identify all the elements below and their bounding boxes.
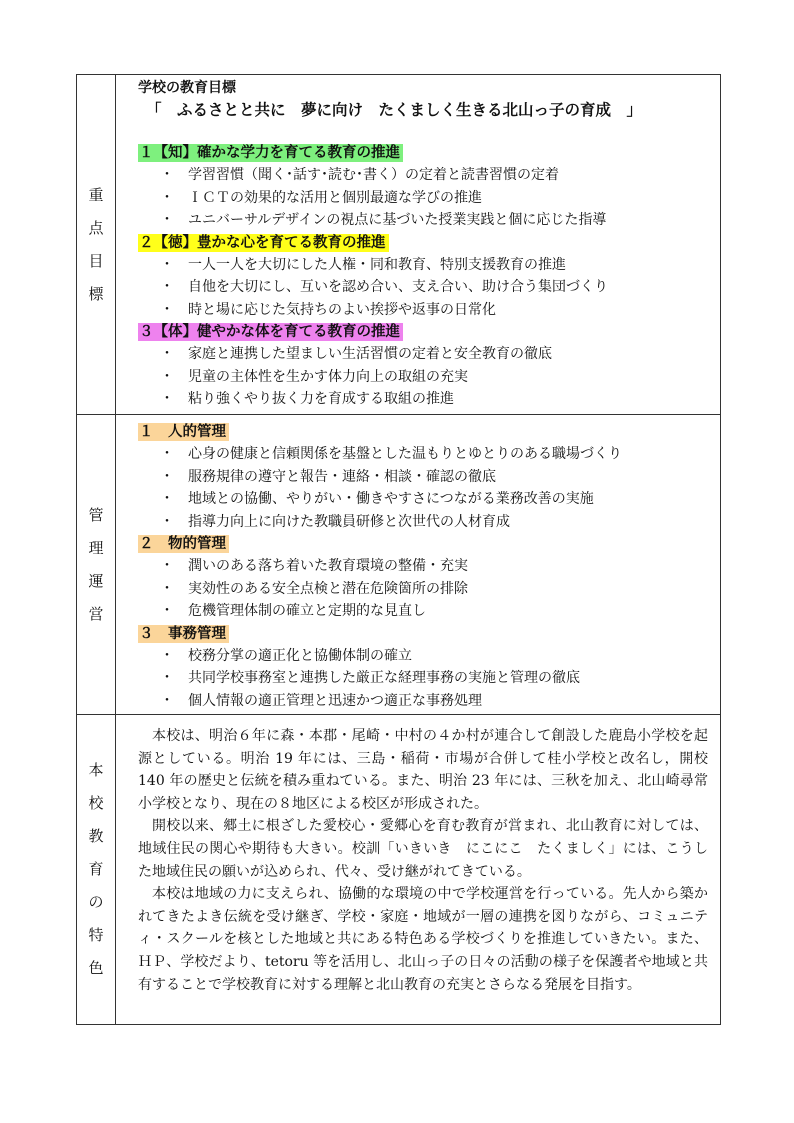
bullet-mark: ・ (160, 368, 174, 385)
bullet-mark: ・ (160, 468, 174, 485)
features-paragraphs (116, 715, 720, 1004)
management-section-heading (138, 533, 720, 555)
section-title: １【知】確かな学力を育てる教育の推進 (138, 144, 403, 162)
list-item (116, 690, 720, 713)
list-item-text: 家庭と連携した望ましい生活習慣の定着と安全教育の徹底 (188, 346, 552, 362)
features-label-char: 色 (88, 959, 104, 977)
goals-section-heading (138, 321, 720, 343)
management-label-char: 運 (88, 571, 104, 590)
list-item-text: 粘り強くやり抜く力を育成する取組の推進 (188, 391, 454, 407)
list-item-text: 自他を大切にし、互いを認め合い、支え合い、助け合う集団づくり (188, 279, 608, 295)
list-item-text: ＩＣＴの効果的な活用と個別最適な学びの推進 (188, 189, 482, 206)
list-item (116, 187, 720, 210)
list-item-text: 共同学校事務室と連携した厳正な経理事務の実施と管理の徹底 (188, 670, 580, 686)
list-item-text: 実効性のある安全点検と潜在危険箇所の排除 (188, 580, 468, 597)
list-item (116, 388, 720, 411)
management-label-char: 管 (88, 505, 104, 524)
list-item (116, 466, 720, 489)
school-plan-table (76, 74, 721, 1025)
list-item (116, 645, 720, 668)
features-label-char: 教 (88, 827, 104, 845)
management-label-char: 営 (88, 604, 104, 623)
bullet-mark: ・ (160, 346, 174, 362)
features-label-char: 本 (88, 761, 104, 779)
features-label-char: の (88, 893, 104, 911)
bullet-mark: ・ (160, 446, 174, 462)
features-label-char: 校 (88, 794, 104, 812)
goals-row (77, 75, 721, 415)
list-item-text: 危機管理体制の確立と定期的な見直し (188, 603, 426, 619)
management-content (116, 415, 721, 715)
management-label (77, 499, 115, 631)
school-motto: 「 ふるさとと共に 夢に向け たくましく生きる北山っ子の育成 」 (146, 101, 643, 119)
bullet-mark: ・ (160, 279, 174, 295)
goals-label-cell (77, 75, 116, 415)
bullet-mark: ・ (160, 391, 174, 407)
list-item (116, 164, 720, 187)
list-item (116, 555, 720, 578)
management-label-char: 理 (88, 538, 104, 557)
list-item-text: 児童の主体性を生かす体力向上の取組の充実 (188, 368, 468, 385)
list-item (116, 511, 720, 534)
list-item-text: 時と場に応じた気持ちのよい挨拶や返事の日常化 (188, 301, 496, 318)
bullet-mark: ・ (160, 212, 174, 228)
section-title: ２【徳】豊かな心を育てる教育の推進 (138, 234, 389, 252)
bullet-mark: ・ (160, 167, 174, 183)
bullet-mark: ・ (160, 670, 174, 686)
features-paragraph: 開校以来、郷土に根ざした愛校心・愛郷心を育む教育が営まれ、北山教育に対しては、地域住民の関心や期待も大きい。校訓「いきいき にこにこ たくましく」には、こうした地域住民の願いが込められ、代々、受け継がれてきている。 (138, 818, 708, 880)
list-item-text: 潤いのある落ち着いた教育環境の整備・充実 (188, 558, 468, 574)
list-item (116, 667, 720, 690)
goals-section-heading (138, 232, 720, 254)
section-title: ３ 事務管理 (138, 625, 229, 643)
list-item (116, 443, 720, 466)
goals-label-char: 目 (88, 251, 104, 270)
bullet-mark: ・ (160, 558, 174, 574)
features-label-char: 特 (88, 926, 104, 944)
list-item-text: 一人一人を大切にした人権・同和教育、特別支援教育の推進 (188, 256, 566, 273)
management-section-heading (138, 623, 720, 645)
bullet-mark: ・ (160, 513, 174, 530)
bullet-mark: ・ (160, 256, 174, 273)
section-title: ２ 物的管理 (138, 535, 229, 553)
bullet-mark: ・ (160, 491, 174, 507)
list-item-text: ユニバーサルデザインの視点に基づいた授業実践と個に応じた指導 (188, 212, 607, 228)
bullet-mark: ・ (160, 692, 174, 709)
education-goal-heading: 学校の教育目標 (138, 80, 236, 96)
list-item (116, 276, 720, 299)
goals-label-char: 点 (88, 218, 104, 237)
list-item (116, 209, 720, 232)
management-section-heading (138, 421, 720, 443)
management-sections (116, 415, 720, 712)
features-paragraph: 本校は、明治６年に森・本郡・尾崎・中村の４か村が連合して創設した鹿島小学校を起源としている。明治 19 年には、三島・稲荷・市場が合併して桂小学校と改名し，開校 140 年の歴史と伝統を積み重ねている。また、明治 23 年には、三秋を加え、北山崎尋常小学校となり、現在の８地区による校区が形成された。 (138, 728, 708, 812)
management-label-cell (77, 415, 116, 715)
goals-label-char: 標 (88, 284, 104, 303)
features-paragraph: 本校は地域の力に支えられ、協働的な環境の中で学校運営を行っている。先人から築かれてきたよき伝統を受け継ぎ、学校・家庭・地域が一層の連携を図りながら、コミュニティ・スクールを核とした地域と共にある特色ある学校づくりを推進していきたい。また、ＨＰ、学校だより、tetoru 等を活用し、北山っ子の日々の活動の様子を保護者や地域と共有することで学校教育に対する理解と北山教育の充実とさらなる発展を目指す。 (138, 886, 708, 993)
list-item (116, 488, 720, 511)
bullet-mark: ・ (160, 647, 174, 664)
bullet-mark: ・ (160, 301, 174, 318)
management-row (77, 415, 721, 715)
list-item (116, 600, 720, 623)
list-item (116, 578, 720, 601)
goals-section-heading (138, 142, 720, 164)
goals-label-char: 重 (88, 185, 104, 204)
list-item-text: 学習習慣（聞く･話す･読む･書く）の定着と読書習慣の定着 (188, 167, 559, 183)
bullet-mark: ・ (160, 580, 174, 597)
list-item (116, 366, 720, 389)
list-item-text: 地域との協働、やりがい・働きやすさにつながる業務改善の実施 (188, 491, 594, 507)
bullet-mark: ・ (160, 189, 174, 206)
features-content (116, 715, 721, 1025)
section-title: １ 人的管理 (138, 423, 229, 441)
features-label-char: 育 (88, 860, 104, 878)
list-item-text: 校務分掌の適正化と協働体制の確立 (188, 647, 412, 664)
goals-label (77, 179, 115, 311)
features-row (77, 715, 721, 1025)
bullet-mark: ・ (160, 603, 174, 619)
list-item (116, 254, 720, 277)
list-item-text: 個人情報の適正管理と迅速かつ適正な事務処理 (188, 692, 482, 709)
list-item-text: 指導力向上に向けた教職員研修と次世代の人材育成 (188, 513, 510, 530)
list-item-text: 心身の健康と信頼関係を基盤とした温もりとゆとりのある職場づくり (188, 446, 622, 462)
list-item (116, 343, 720, 366)
goals-sections (116, 142, 720, 411)
features-label (77, 754, 115, 985)
list-item (116, 299, 720, 322)
list-item-text: 服務規律の遵守と報告・連絡・相談・確認の徹底 (188, 468, 496, 485)
section-title: ３【体】健やかな体を育てる教育の推進 (138, 323, 403, 341)
goals-content (116, 75, 721, 415)
features-label-cell (77, 715, 116, 1025)
